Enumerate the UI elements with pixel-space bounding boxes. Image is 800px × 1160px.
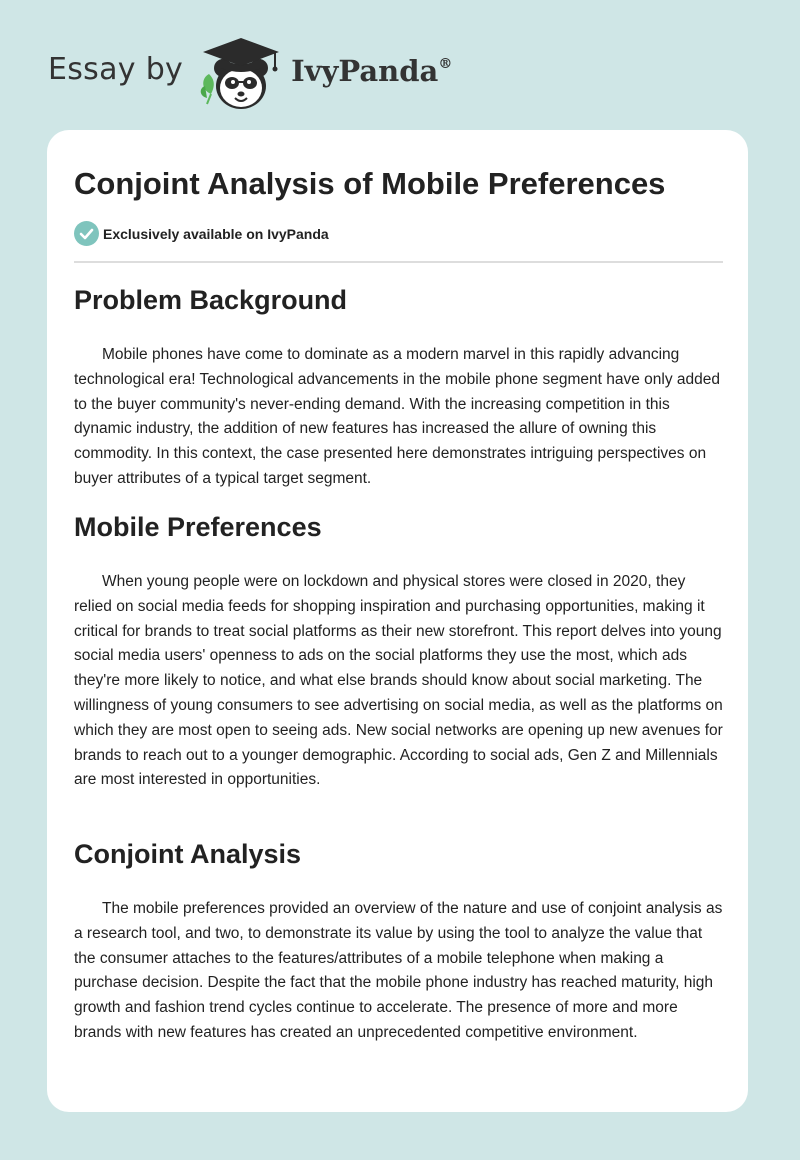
site-header [48,34,452,114]
brand-name[interactable]: IvyPanda® [291,54,453,88]
section-paragraph-conjoint-analysis: The mobile preferences provided an overview of the nature and use of conjoint analysis as a research tool, and two, to demonstrate its value by using the tool to analyze the value that the consumer attaches to the features/attributes of a mobile telephone when making a purchase decision. Despite the fact that the mobile phone industry has reached maturity, high growth and fashion trend cycles continue to accelerate. The presence of more and more brands with new features has created an unprecedented competitive environment. [74,900,723,1041]
panda-logo-icon[interactable] [197,34,285,114]
divider [74,261,723,263]
section-heading-problem-background: Problem Background [74,285,348,315]
exclusive-badge [74,221,329,246]
section-paragraph-mobile-preferences: When young people were on lockdown and physical stores were closed in 2020, they relied on social media feeds for shopping inspiration and purchasing opportunities, making it critical for brands to treat social platforms as their new storefront. This report delves into young social media users' openness to ads on the social platforms they use the most, which ads they're more likely to notice, and what else brands should know about social marketing. The willingness of young consumers to see advertising on social media, as well as the platforms on which they are most open to seeing ads. New social networks are opening up new avenues for brands to reach out to a younger demographic. According to social ads, Gen Z and Millennials are most interested in opportunities. [74,573,723,789]
check-icon [74,221,99,246]
section-heading-conjoint-analysis: Conjoint Analysis [74,839,302,869]
section-paragraph-problem-background: Mobile phones have come to dominate as a modern marvel in this rapidly advancing technological era! Technological advancements in the mobile phone segment have only added to the buyer community's never-ending demand. With the increasing competition in this dynamic industry, the addition of new features has increased the allure of owning this commodity. In this context, the case presented here demonstrates intriguing perspectives on buyer attributes of a typical target segment. [74,346,720,487]
essay-by-label: Essay by [48,51,184,87]
section-heading-mobile-preferences: Mobile Preferences [74,512,322,542]
essay-card [47,130,748,1112]
exclusive-label: Exclusively available on IvyPanda [103,225,329,242]
page-title: Conjoint Analysis of Mobile Preferences [74,166,666,201]
